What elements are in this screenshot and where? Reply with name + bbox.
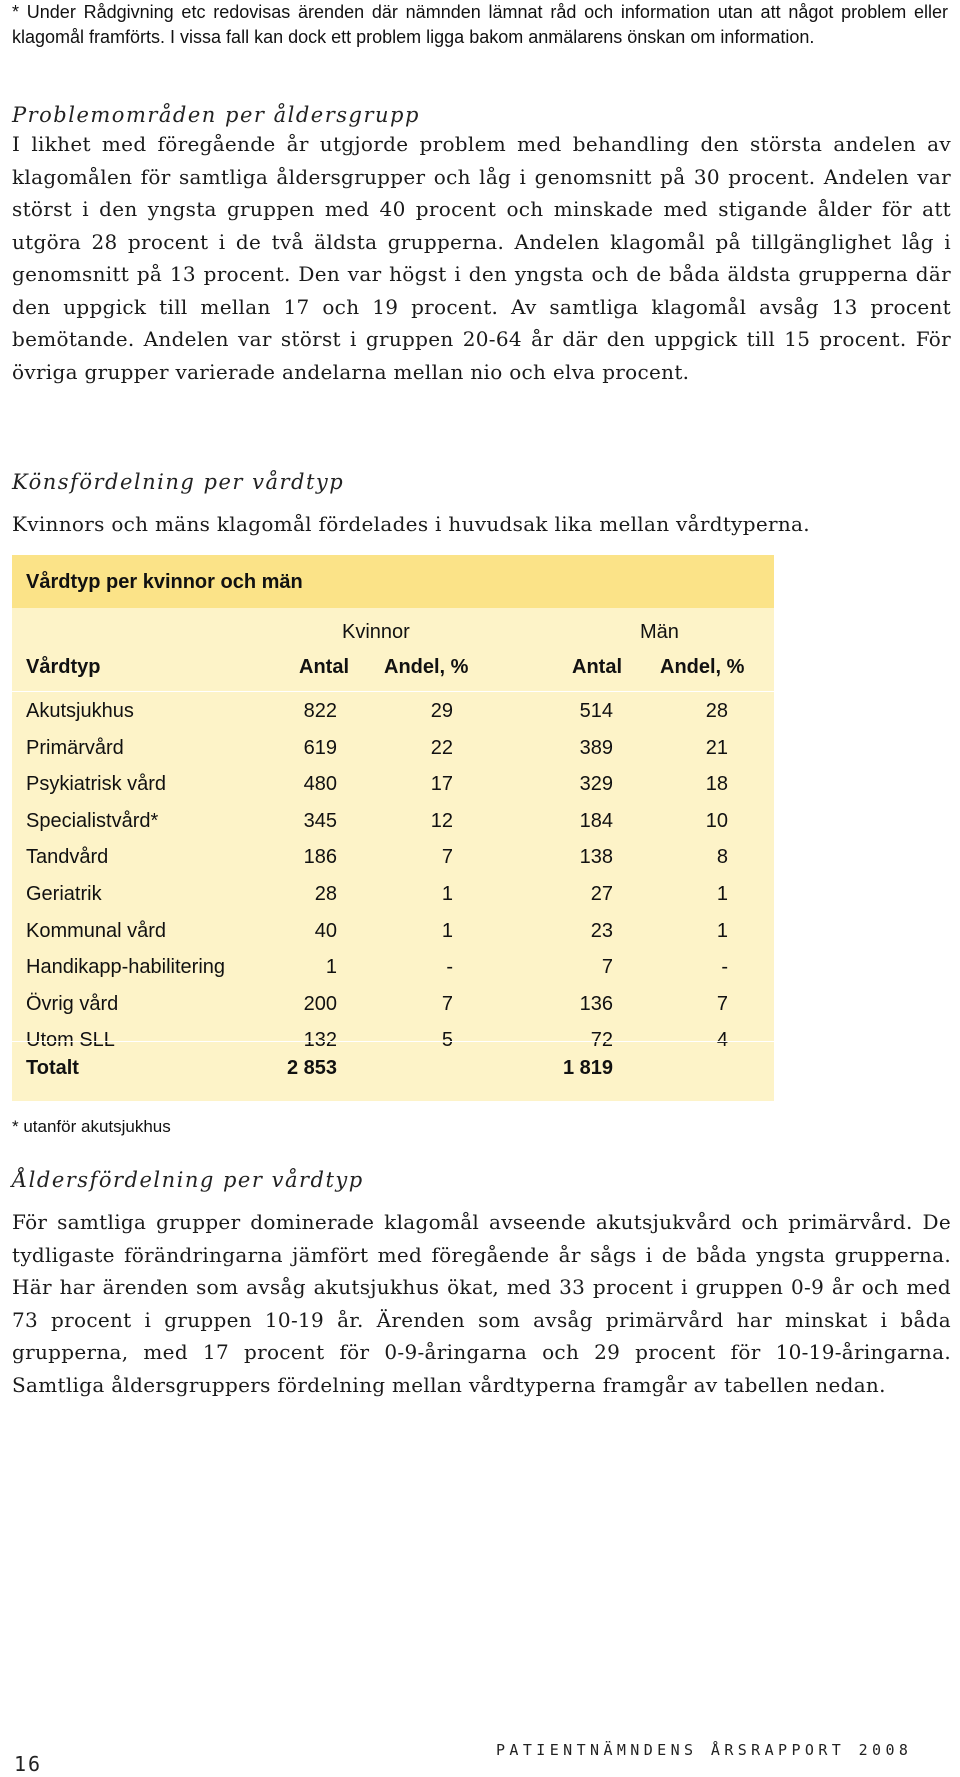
table-footnote: * utanför akutsjukhus: [12, 1117, 171, 1136]
column-header-women-share: Andel, %: [384, 656, 469, 678]
row-men-count: 329: [579, 773, 613, 796]
row-care-type: Specialistvård*: [26, 809, 159, 832]
row-women-share: 7: [441, 846, 453, 869]
row-men-share: 10: [705, 809, 728, 832]
table-title: Vårdtyp per kvinnor och män: [26, 571, 303, 593]
row-men-count: 7: [601, 956, 613, 979]
top-footnote: * Under Rådgivning etc redovisas ärenden där nämnden lämnat råd och information utan att något problem eller klagomål framförts. I vissa fall kan dock ett problem ligga bakom anmälarens önskan om information.: [12, 2, 948, 47]
row-men-count: 72: [590, 1029, 613, 1052]
column-header-care-type: Vårdtyp: [26, 656, 101, 678]
row-women-count: 345: [303, 809, 337, 832]
row-women-share: 22: [430, 736, 453, 759]
row-women-count: 619: [303, 736, 337, 759]
row-care-type: Kommunal vård: [26, 919, 167, 942]
row-care-type: Psykiatrisk vård: [26, 773, 167, 796]
column-group-women: Kvinnor: [342, 621, 410, 643]
row-care-type: Primärvård: [26, 736, 124, 759]
page-number: 16: [14, 1752, 43, 1776]
row-men-share: -: [721, 956, 728, 979]
row-men-share: 7: [716, 992, 728, 1015]
column-header-women-count: Antal: [299, 656, 349, 678]
section-heading-problem-areas: Problemområden per åldersgrupp: [12, 103, 420, 127]
total-rule: [12, 1041, 774, 1042]
section-text-age: För samtliga grupper dominerade klagomål avseende akutsjukvård och primärvård. De tydligaste förändringarna jämfört med föregående år sågs i de båda yngsta grupperna. Här har ärenden som avsåg akutsjukhus ökat, med 33 procent i gruppen 0-9 år och med 73 procent i gruppen 10-19 år. Ärenden som avsåg primärvård har minskat i båda grupperna, med 17 procent för 0-9-åringarna och 29 procent för 10-19-åringarna. Samtliga åldersgruppers fördelning mellan vårdtyperna framgår av tabellen nedan.: [12, 1210, 951, 1397]
row-women-share: 29: [430, 700, 453, 722]
table-title-bar: [12, 555, 774, 608]
row-women-share: 5: [441, 1029, 453, 1052]
row-care-type: Geriatrik: [26, 883, 102, 905]
row-men-share: 8: [716, 846, 728, 869]
row-women-count: 200: [303, 992, 337, 1015]
section-text-gender: Kvinnors och mäns klagomål fördelades i huvudsak lika mellan vårdtyperna.: [12, 512, 810, 536]
row-women-share: 17: [430, 773, 453, 796]
total-label: Totalt: [26, 1057, 79, 1079]
total-women-count: 2 853: [286, 1057, 337, 1079]
row-women-count: 40: [314, 919, 337, 942]
row-women-count: 132: [303, 1029, 337, 1052]
row-women-count: 822: [303, 700, 337, 722]
row-women-share: 1: [441, 919, 453, 942]
column-group-men: Män: [640, 621, 679, 643]
column-header-men-count: Antal: [572, 656, 622, 678]
row-women-count: 1: [325, 956, 337, 979]
row-men-count: 27: [590, 883, 613, 905]
row-care-type: Tandvård: [26, 846, 109, 869]
header-rule: [12, 691, 774, 692]
report-title: PATIENTNÄMNDENS ÅRSRAPPORT 2008: [496, 1741, 913, 1759]
row-women-count: 28: [314, 883, 337, 905]
row-women-share: 1: [441, 883, 453, 905]
total-men-count: 1 819: [562, 1057, 613, 1079]
row-women-count: 186: [303, 846, 337, 869]
row-care-type: Övrig vård: [26, 992, 119, 1015]
row-men-share: 4: [716, 1029, 728, 1052]
row-men-share: 1: [716, 919, 728, 942]
row-women-share: 12: [430, 809, 453, 832]
row-men-share: 21: [705, 736, 728, 759]
row-men-count: 389: [579, 736, 613, 759]
row-men-count: 514: [579, 700, 613, 722]
row-women-share: -: [446, 956, 453, 979]
section-heading-gender: Könsfördelning per vårdtyp: [12, 470, 345, 494]
section-text-problem-areas: I likhet med föregående år utgjorde problem med behandling den största andelen av klagomålen för samtliga åldersgrupper och låg i genomsnitt på 30 procent. Andelen var störst i den yngsta gruppen med 40 procent och minskade med stigande ålder för att utgöra 28 procent i de två äldsta grupperna. Andelen klagomål på tillgänglighet låg i genomsnitt på 13 procent. Den var högst i den yngsta och de båda äldsta grupperna där den uppgick till mellan 17 och 19 procent. Av samtliga klagomål avsåg 13 procent bemötande. Andelen var störst i gruppen 20-64 år där den uppgick till 15 procent. För övriga grupper varierade andelarna mellan nio och elva procent.: [12, 132, 951, 384]
column-header-men-share: Andel, %: [660, 656, 745, 678]
row-men-share: 1: [716, 883, 728, 905]
row-men-count: 138: [579, 846, 613, 869]
row-care-type: Akutsjukhus: [26, 700, 134, 722]
row-care-type: Utom SLL: [26, 1029, 115, 1052]
row-men-share: 18: [705, 773, 728, 796]
care-type-gender-table: [12, 555, 774, 1101]
row-care-type: Handikapp-habilitering: [26, 956, 226, 979]
row-women-share: 7: [441, 992, 453, 1015]
section-heading-age: Åldersfördelning per vårdtyp: [12, 1168, 364, 1192]
row-men-count: 184: [579, 809, 613, 832]
row-men-count: 136: [579, 992, 613, 1015]
row-men-share: 28: [705, 700, 728, 722]
row-women-count: 480: [303, 773, 337, 796]
row-men-count: 23: [590, 919, 613, 942]
